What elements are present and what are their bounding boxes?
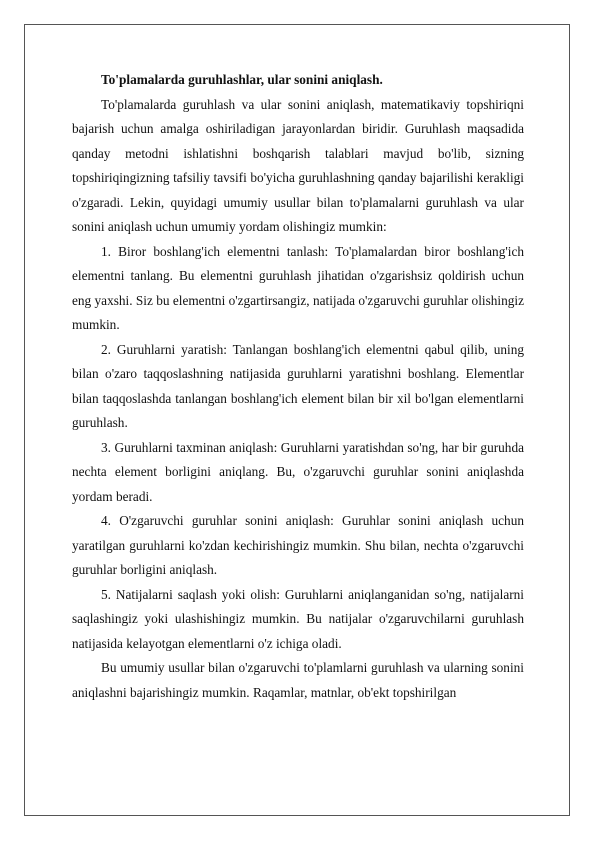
step-5-paragraph: 5. Natijalarni saqlash yoki olish: Guruhlarni aniqlanganidan so'ng, natijalarni saqlashingiz yoki ulashishingiz mumkin. Bu natijalar o'zgaruvchilarni guruhlash natijasida kelayotgan elementlarni o'z ichiga oladi.	[72, 586, 524, 651]
document-title: To'plamalarda guruhlashlar, ular sonini aniqlash.	[101, 72, 383, 87]
closing-paragraph: Bu umumiy usullar bilan o'zgaruvchi to'plamlarni guruhlash va ularning sonini aniqlashni bajarishingiz mumkin. Raqamlar, matnlar, ob'ekt topshirilgan	[72, 660, 524, 700]
intro-paragraph: To'plamalarda guruhlash va ular sonini aniqlash, matematikaviy topshiriqni bajarish uchun amalga oshiriladigan jarayonlardan biridir. Guruhlash maqsadida qanday metodni ishlatishni boshqarish talablari mavjud bo'lib, sizning topshiriqingizning tafsiliy tavsifi bo'yicha guruhlashning qanday bajarilishi kerakligi o'zgaradi. Lekin, quyidagi umumiy usullar bilan to'plamalarni guruhlash va ular sonini aniqlash uchun umumiy yordam olishingiz mumkin:	[72, 96, 524, 234]
step-3-paragraph: 3. Guruhlarni taxminan aniqlash: Guruhlarni yaratishdan so'ng, har bir guruhda nechta element borligini aniqlang. Bu, o'zgaruvchi guruhlar sonini aniqlashda yordam beradi.	[72, 439, 524, 504]
step-1-paragraph: 1. Biror boshlang'ich elementni tanlash: To'plamalardan biror boshlang'ich elementni tanlang. Bu elementni guruhlash jihatidan o'zgarishsiz qoldirish uchun eng yaxshi. Siz bu elementni o'zgartirsangiz, natijada o'zgaruvchi guruhlar olishingiz mumkin.	[72, 243, 524, 332]
step-2-paragraph: 2. Guruhlarni yaratish: Tanlangan boshlang'ich elementni qabul qilib, uning bilan o'zaro taqqoslashning natijasida guruhlarni yaratishni boshlang. Elementlar bilan taqqoslashda tanlangan boshlang'ich element bilan bir xil bo'lgan elementlarni guruhlash.	[72, 341, 524, 430]
document-body	[72, 68, 524, 705]
step-4-paragraph: 4. O'zgaruvchi guruhlar sonini aniqlash: Guruhlar sonini aniqlash uchun yaratilgan guruhlarni ko'zdan kechirishingiz mumkin. Shu bilan, nechta o'zgaruvchi guruhlar borligini aniqlash.	[72, 513, 524, 577]
